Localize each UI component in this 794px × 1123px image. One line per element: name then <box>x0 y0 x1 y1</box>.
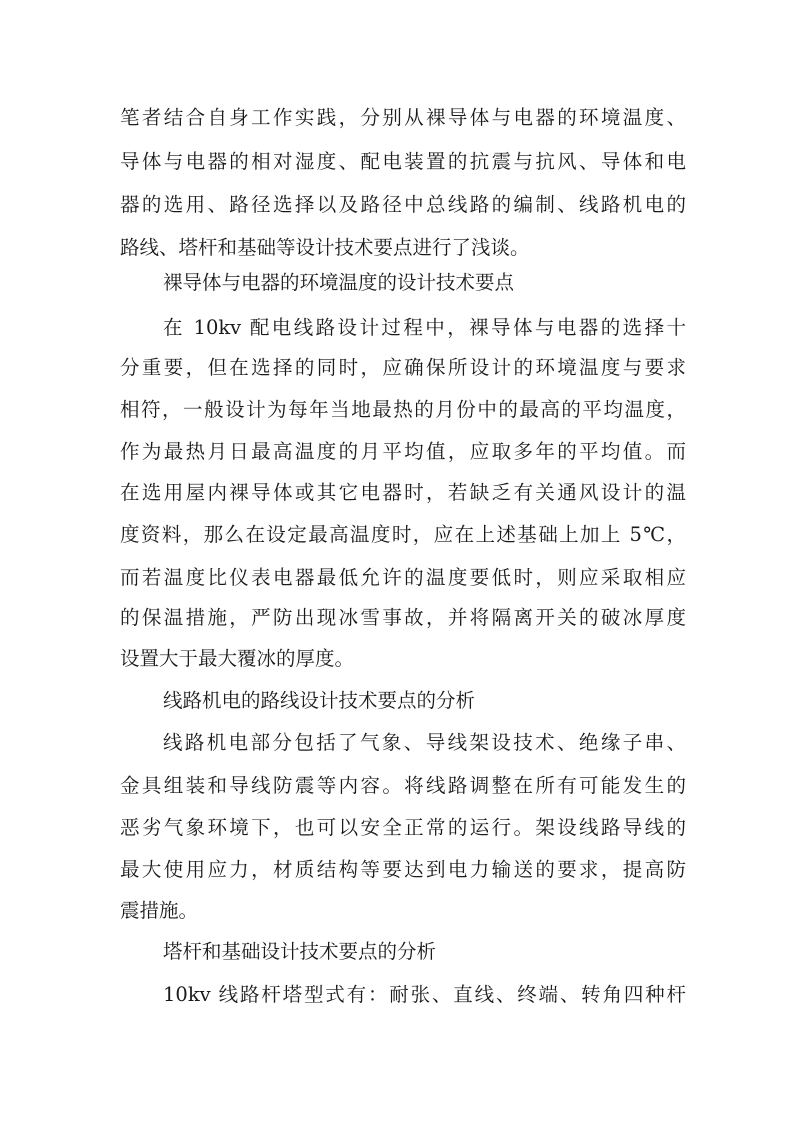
paragraph-1-line-3: 器的选用、路径选择以及路径中总线路的编制、线路机电的 <box>120 193 686 216</box>
paragraph-2-line-2: 分重要，但在选择的同时，应确保所设计的环境温度与要求 <box>120 356 686 379</box>
paragraph-3-line-1: 线路机电部分包括了气象、导线架设技术、绝缘子串、 <box>163 731 686 754</box>
paragraph-1-line-4: 路线、塔杆和基础等设计技术要点进行了浅谈。 <box>120 236 530 259</box>
paragraph-3-line-3: 恶劣气象环境下，也可以安全正常的运行。架设线路导线的 <box>120 816 686 839</box>
paragraph-3-line-5: 震措施。 <box>120 899 199 922</box>
paragraph-1-line-1: 笔者结合自身工作实践，分别从裸导体与电器的环境温度、 <box>120 106 686 129</box>
paragraph-2-line-1: 在 10kv 配电线路设计过程中，裸导体与电器的选择十 <box>163 316 686 339</box>
paragraph-3-line-2: 金具组装和导线防震等内容。将线路调整在所有可能发生的 <box>120 774 686 797</box>
paragraph-2-line-4: 作为最热月日最高温度的月平均值，应取多年的平均值。而 <box>120 440 686 463</box>
paragraph-2-line-5: 在选用屋内裸导体或其它电器时，若缺乏有关通风设计的温 <box>120 481 686 504</box>
paragraph-2-line-7: 而若温度比仪表电器最低允许的温度要低时，则应采取相应 <box>120 566 686 589</box>
section-heading-environment-temperature: 裸导体与电器的环境温度的设计技术要点 <box>163 271 515 294</box>
section-heading-tower-foundation: 塔杆和基础设计技术要点的分析 <box>163 940 437 963</box>
paragraph-2-line-8: 的保温措施，严防出现冰雪事故，并将隔离开关的破冰厚度 <box>120 606 686 629</box>
paragraph-3-line-4: 最大使用应力，材质结构等要达到电力输送的要求，提高防 <box>120 858 686 881</box>
paragraph-2-line-9: 设置大于最大覆冰的厚度。 <box>120 647 355 670</box>
paragraph-1-line-2: 导体与电器的相对湿度、配电装置的抗震与抗风、导体和电 <box>120 150 686 173</box>
paragraph-4-line-1: 10kv 线路杆塔型式有：耐张、直线、终端、转角四种杆 <box>163 983 686 1006</box>
paragraph-2-line-6: 度资料，那么在设定最高温度时，应在上述基础上加上 5℃， <box>120 523 686 546</box>
paragraph-2-line-3: 相符，一般设计为每年当地最热的月份中的最高的平均温度， <box>120 398 686 421</box>
section-heading-line-electromechanical: 线路机电的路线设计技术要点的分析 <box>163 689 476 712</box>
